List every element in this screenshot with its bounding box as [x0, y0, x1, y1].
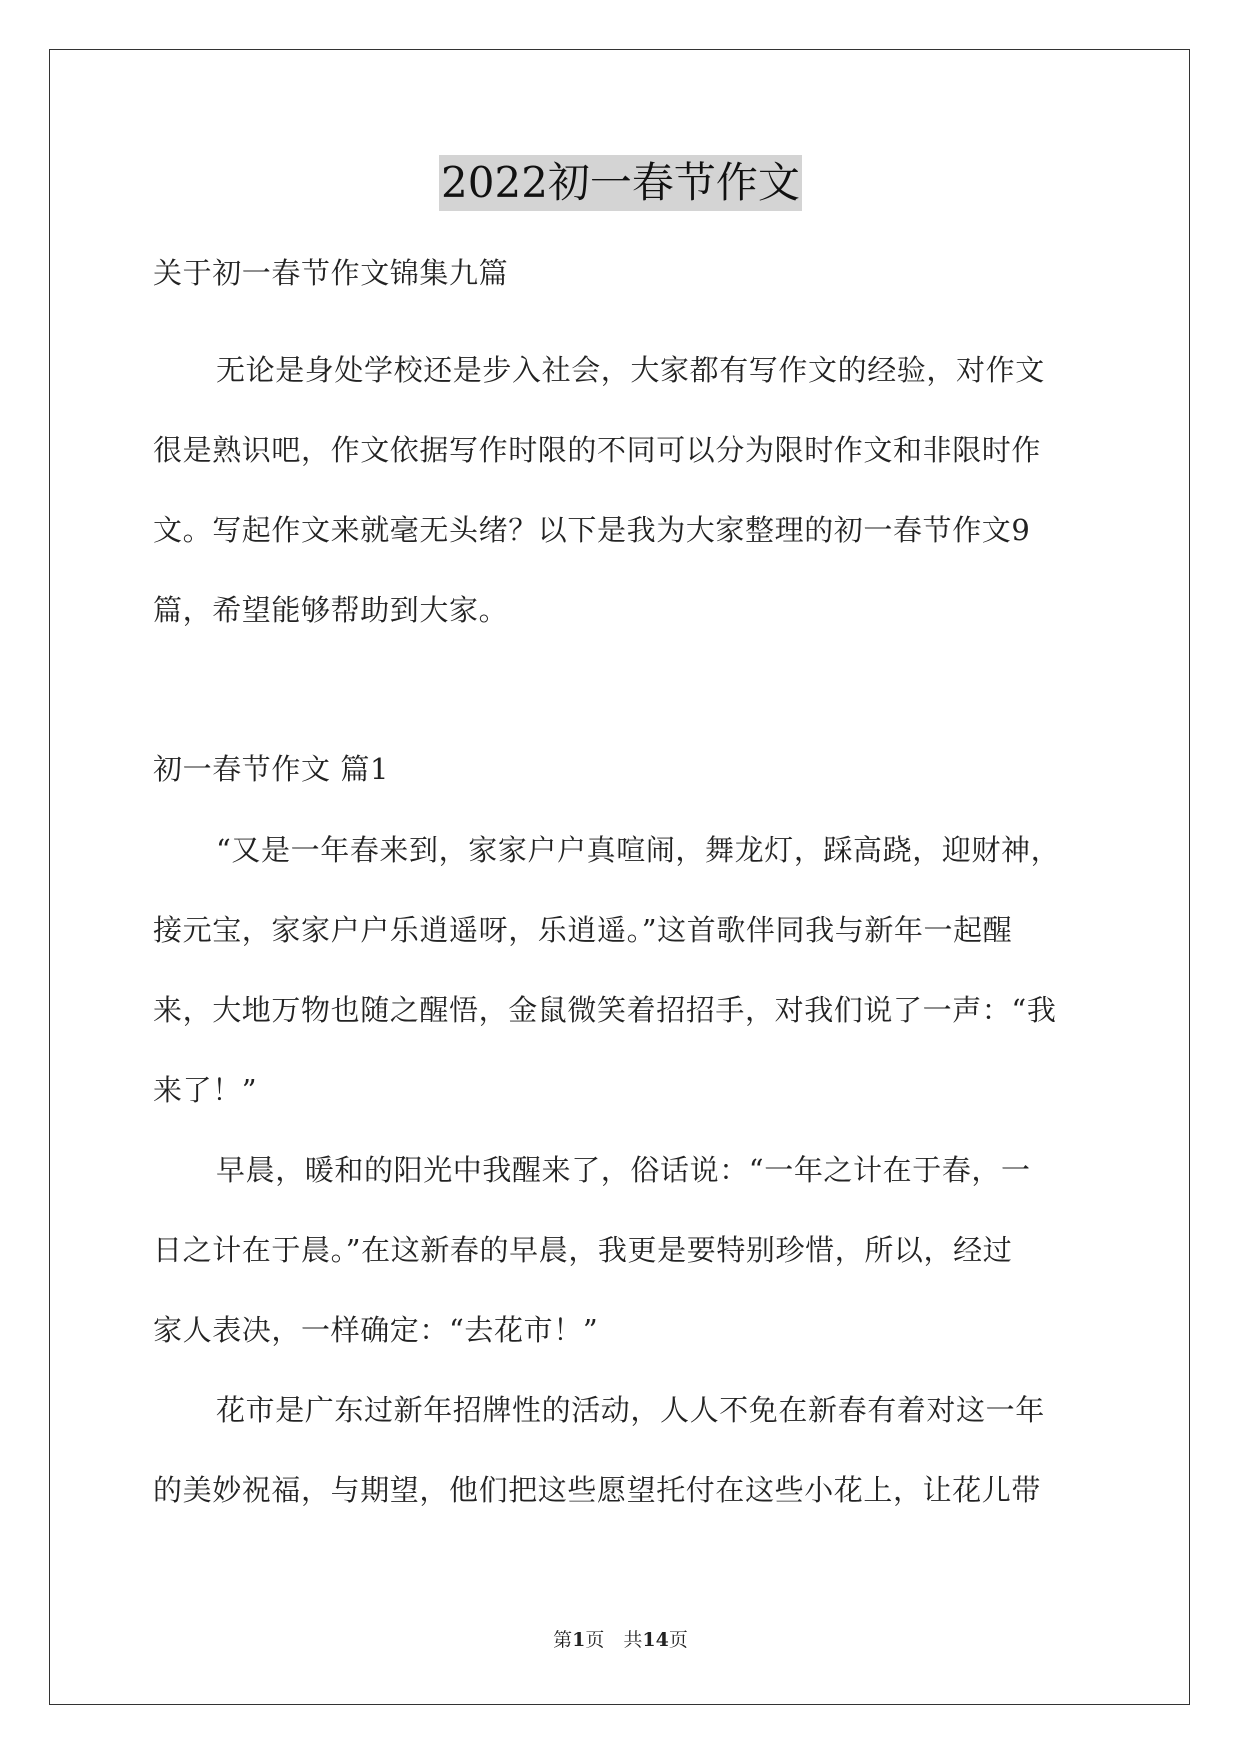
paragraph-line: 来了！” — [153, 1073, 258, 1107]
total-page-count: 14 — [642, 1629, 669, 1651]
paragraph-line: 日之计在于晨。”在这新春的早晨，我更是要特别珍惜，所以，经过 — [153, 1233, 1013, 1267]
paragraph-line: 篇，希望能够帮助到大家。 — [153, 593, 509, 627]
document-title: 2022初一春节作文 — [439, 155, 802, 211]
paragraph-line: 早晨，暖和的阳光中我醒来了，俗话说：“一年之计在于春，一 — [216, 1153, 1031, 1187]
paragraph-line: 的美妙祝福，与期望，他们把这些愿望托付在这些小花上，让花儿带 — [153, 1473, 1042, 1507]
paragraph-line: 家人表决，一样确定：“去花市！” — [153, 1313, 599, 1347]
paragraph-line: 来，大地万物也随之醒悟，金鼠微笑着招招手，对我们说了一声：“我 — [153, 993, 1057, 1027]
page-footer — [0, 1627, 1241, 1653]
paragraph-line: 花市是广东过新年招牌性的活动，人人不免在新春有着对这一年 — [216, 1393, 1045, 1427]
page-label-middle: 页 共 — [585, 1629, 643, 1651]
paragraph-line: 文。写起作文来就毫无头绪？以下是我为大家整理的初一春节作文9 — [153, 513, 1031, 547]
current-page-number: 1 — [572, 1629, 586, 1651]
paragraph-line: 无论是身处学校还是步入社会，大家都有写作文的经验，对作文 — [216, 353, 1045, 387]
page-label-prefix: 第 — [553, 1629, 573, 1651]
page-border — [49, 49, 1190, 1705]
section-heading: 初一春节作文 篇1 — [153, 752, 390, 786]
document-title-wrapper — [0, 155, 1241, 211]
subtitle-line: 关于初一春节作文锦集九篇 — [153, 256, 509, 290]
paragraph-line: 很是熟识吧，作文依据写作时限的不同可以分为限时作文和非限时作 — [153, 433, 1042, 467]
page-label-suffix: 页 — [668, 1629, 688, 1651]
paragraph-line: “又是一年春来到，家家户户真喧闹，舞龙灯，踩高跷，迎财神， — [216, 833, 1061, 867]
paragraph-line: 接元宝，家家户户乐逍遥呀，乐逍遥。”这首歌伴同我与新年一起醒 — [153, 913, 1013, 947]
